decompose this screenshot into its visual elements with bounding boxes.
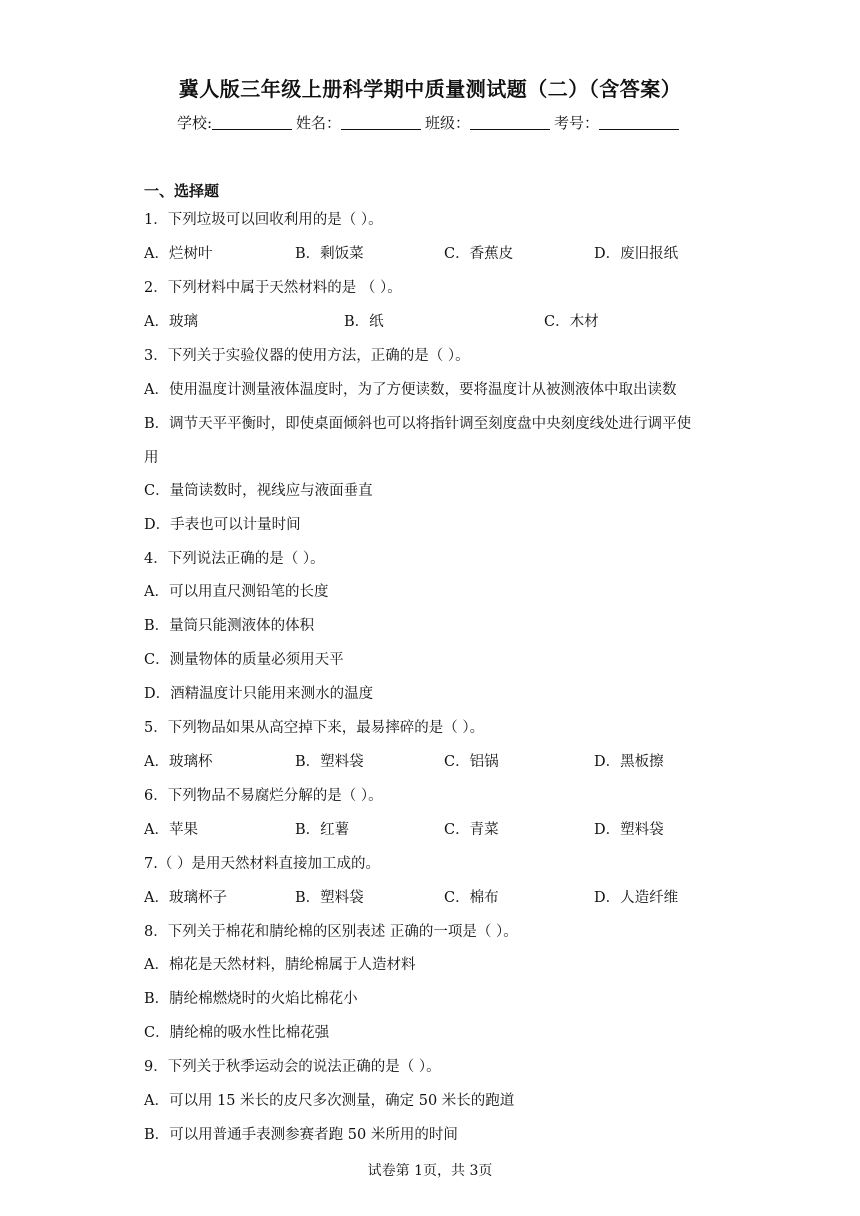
option-a: A．可以用直尺测铅笔的长度 bbox=[144, 584, 329, 600]
question-4: 4．下列说法正确的是（ ）。 bbox=[144, 551, 325, 567]
option-a: A．苹果 bbox=[144, 822, 198, 838]
option-b: B．塑料袋 bbox=[295, 754, 364, 770]
school-label: 学校: bbox=[176, 114, 212, 132]
option-b: B．红薯 bbox=[295, 822, 350, 838]
section-heading: 一、选择题 bbox=[144, 182, 220, 200]
question-7: 7.（ ）是用天然材料直接加工成的。 bbox=[144, 856, 380, 872]
question-8: 8．下列关于棉花和腈纶棉的区别表述 正确的一项是（ ）。 bbox=[144, 924, 518, 940]
exam-number-label: 考号： bbox=[554, 114, 600, 132]
option-b: B．塑料袋 bbox=[295, 890, 364, 906]
option-a: A．棉花是天然材料，腈纶棉属于人造材料 bbox=[144, 957, 416, 973]
page-title: 冀人版三年级上册科学期中质量测试题（二）（含答案） bbox=[178, 77, 682, 101]
page-footer: 试卷第 1页，共 3页 bbox=[367, 1163, 493, 1179]
option-d: D．手表也可以计量时间 bbox=[144, 517, 301, 533]
option-b: B．可以用普通手表测参赛者跑 50 米所用的时间 bbox=[144, 1127, 458, 1143]
option-b: B．量筒只能测液体的体积 bbox=[144, 618, 315, 634]
class-label: 班级： bbox=[425, 114, 471, 132]
exam-number-blank[interactable] bbox=[599, 115, 679, 130]
class-blank[interactable] bbox=[470, 115, 550, 130]
option-b: B．纸 bbox=[344, 314, 384, 330]
option-c: C．木材 bbox=[544, 314, 599, 330]
option-d: D．酒精温度计只能用来测水的温度 bbox=[144, 686, 374, 702]
option-b-continued: 用 bbox=[144, 450, 159, 466]
option-c: C．香蕉皮 bbox=[444, 246, 514, 262]
option-c: C．铝锅 bbox=[444, 754, 499, 770]
name-blank[interactable] bbox=[341, 115, 421, 130]
option-a: A．可以用 15 米长的皮尺多次测量，确定 50 米长的跑道 bbox=[144, 1093, 515, 1109]
option-c: C．腈纶棉的吸水性比棉花强 bbox=[144, 1025, 330, 1041]
question-2: 2．下列材料中属于天然材料的是 （ ）。 bbox=[144, 280, 402, 296]
option-c: C．青菜 bbox=[444, 822, 499, 838]
option-a: A．烂树叶 bbox=[144, 246, 213, 262]
question-1: 1．下列垃圾可以回收利用的是（ ）。 bbox=[144, 212, 383, 228]
school-blank[interactable] bbox=[212, 115, 292, 130]
question-5: 5．下列物品如果从高空掉下来，最易摔碎的是（ ）。 bbox=[144, 720, 485, 736]
option-b: B．调节天平平衡时，即使桌面倾斜也可以将指针调至刻度盘中央刻度线处进行调平使 bbox=[144, 416, 692, 432]
option-a: A．使用温度计测量液体温度时，为了方便读数，要将温度计从被测液体中取出读数 bbox=[144, 382, 677, 398]
option-a: A．玻璃 bbox=[144, 314, 198, 330]
option-a: A．玻璃杯 bbox=[144, 754, 213, 770]
option-d: D．人造纤维 bbox=[594, 890, 679, 906]
option-a: A．玻璃杯子 bbox=[144, 890, 227, 906]
option-c: C．棉布 bbox=[444, 890, 499, 906]
option-d: D．塑料袋 bbox=[594, 822, 664, 838]
question-6: 6．下列物品不易腐烂分解的是（ ）。 bbox=[144, 788, 383, 804]
question-9: 9．下列关于秋季运动会的说法正确的是（ ）。 bbox=[144, 1059, 441, 1075]
option-b: B．剩饭菜 bbox=[295, 246, 364, 262]
question-3: 3．下列关于实验仪器的使用方法，正确的是（ ）。 bbox=[144, 348, 470, 364]
option-d: D．废旧报纸 bbox=[594, 246, 679, 262]
option-c: C．测量物体的质量必须用天平 bbox=[144, 652, 344, 668]
student-info-line bbox=[0, 112, 860, 133]
option-c: C．量筒读数时，视线应与液面垂直 bbox=[144, 483, 373, 499]
option-d: D．黑板擦 bbox=[594, 754, 664, 770]
option-b: B．腈纶棉燃烧时的火焰比棉花小 bbox=[144, 991, 358, 1007]
name-label: 姓名： bbox=[296, 114, 342, 132]
